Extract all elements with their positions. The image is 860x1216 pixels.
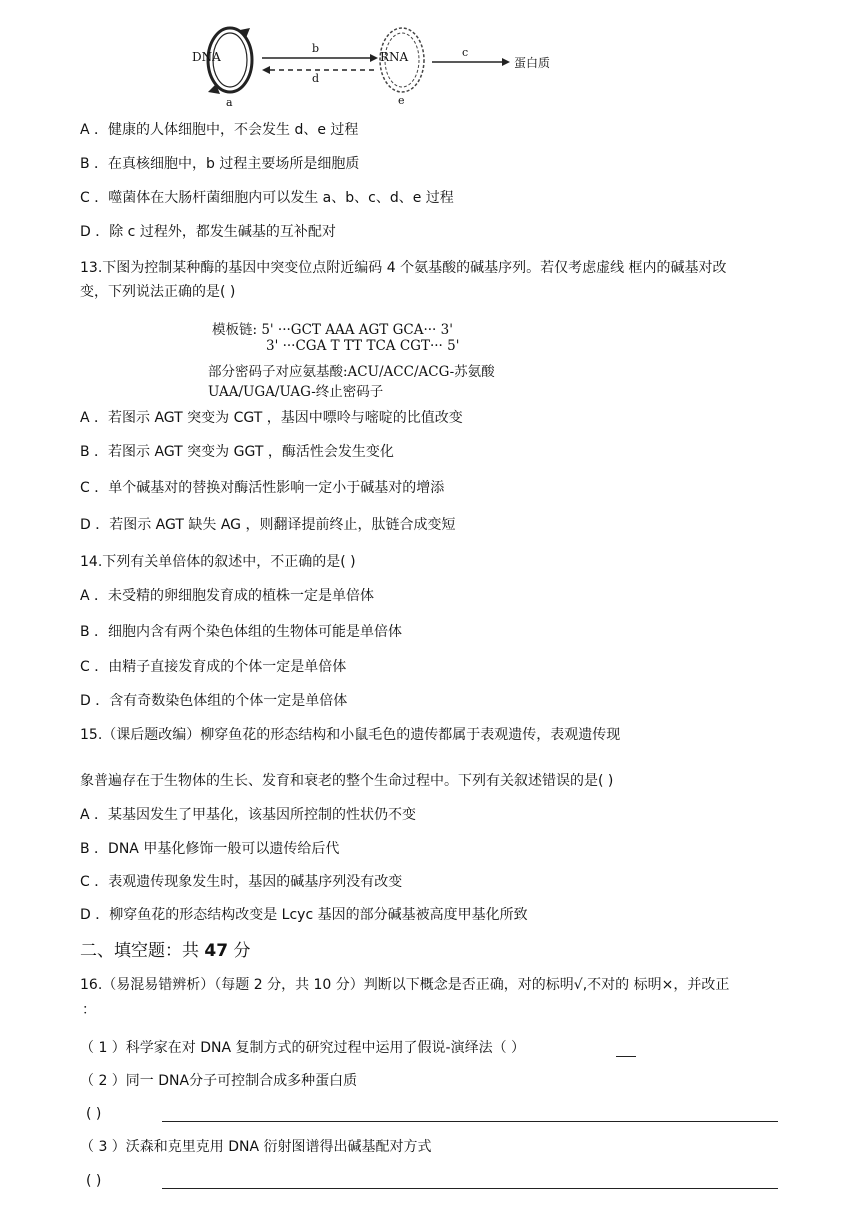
q12-option-b: B ．在真核细胞中，b 过程主要场所是细胞质: [80, 156, 360, 172]
q13-stem-line2: 变，下列说法正确的是( ): [80, 284, 236, 300]
coding-strand-row: 3' ···CGA T TT TCA CGT··· 5': [266, 338, 460, 354]
sequence-figure: [208, 316, 548, 400]
q15-stem-line2: 象普遍存在于生物体的生长、发育和衰老的整个生命过程中。下列有关叙述错误的是( ): [80, 773, 614, 789]
section-score: 47: [204, 941, 229, 961]
q16-item3-judgement-paren[interactable]: ( ): [86, 1173, 102, 1189]
q14-stem: 14.下列有关单倍体的叙述中，不正确的是( ): [80, 554, 356, 570]
q16-item2-judgement-paren[interactable]: ( ): [86, 1106, 102, 1122]
section-heading: [80, 936, 250, 961]
q13-option-d: D ．若图示 AGT 缺失 AG ，则翻译提前终止，肽链合成变短: [80, 517, 456, 533]
rna-label: RNA: [380, 50, 409, 64]
q15-option-b: B ．DNA 甲基化修饰一般可以遗传给后代: [80, 841, 340, 857]
q16-item3: （ 3 ）沃森和克里克用 DNA 衍射图谱得出碱基配对方式: [80, 1139, 432, 1155]
q15-option-d: D ．柳穿鱼花的形态结构改变是 Lcyc 基因的部分碱基被高度甲基化所致: [80, 907, 528, 923]
q14-option-d: D ．含有奇数染色体组的个体一定是单倍体: [80, 693, 348, 709]
q15-stem-line1: 15.（课后题改编）柳穿鱼花的形态结构和小鼠毛色的遗传都属于表观遗传，表观遗传现: [80, 727, 621, 743]
q15-option-c: C ．表观遗传现象发生时，基因的碱基序列没有改变: [80, 874, 403, 890]
q16-stem-line2: ：: [82, 1002, 96, 1018]
label-e: e: [398, 94, 405, 107]
q15-option-a: A ．某基因发生了甲基化，该基因所控制的性状仍不变: [80, 807, 417, 823]
dna-rna-protein-diagram: [180, 22, 600, 112]
label-b: b: [312, 42, 320, 55]
protein-label: 蛋白质: [514, 56, 551, 70]
q16-item1-answer-blank[interactable]: [616, 1056, 636, 1057]
q13-option-a: A ．若图示 AGT 突变为 CGT ，基因中嘌呤与嘧啶的比值改变: [80, 410, 463, 426]
q14-option-b: B ．细胞内含有两个染色体组的生物体可能是单倍体: [80, 624, 403, 640]
q12-option-a: A ．健康的人体细胞中，不会发生 d、e 过程: [80, 122, 359, 138]
q16-item2-correction-line[interactable]: [162, 1121, 778, 1122]
section-heading-prefix: 二、填空题：共: [80, 941, 205, 961]
label-c: c: [462, 46, 469, 59]
q13-stem-line1: 13.下图为控制某种酶的基因中突变位点附近编码 4 个氨基酸的碱基序列。若仅考虑虚线 框内的碱基对改: [80, 260, 727, 276]
section-heading-suffix: 分: [228, 941, 251, 961]
q16-item1: （ 1 ）科学家在对 DNA 复制方式的研究过程中运用了假说-演绎法（ ）: [80, 1040, 526, 1056]
label-a: a: [226, 96, 233, 109]
q16-item3-correction-line[interactable]: [162, 1188, 778, 1189]
q14-option-a: A ．未受精的卵细胞发育成的植株一定是单倍体: [80, 588, 375, 604]
q16-item2: （ 2 ）同一 DNA分子可控制合成多种蛋白质: [80, 1073, 358, 1089]
label-d: d: [312, 72, 320, 85]
template-strand-row: 模板链: 5' ···GCT AAA AGT GCA··· 3': [212, 322, 453, 338]
dna-label: DNA: [192, 50, 221, 64]
q12-option-c: C ．噬菌体在大肠杆菌细胞内可以发生 a、b、c、d、e 过程: [80, 190, 454, 206]
stop-codon-row: UAA/UGA/UAG-终止密码子: [208, 384, 384, 400]
q13-option-c: C ．单个碱基对的替换对酶活性影响一定小于碱基对的增添: [80, 480, 445, 496]
q14-option-c: C ．由精子直接发育成的个体一定是单倍体: [80, 659, 347, 675]
q12-option-d: D ．除 c 过程外，都发生碱基的互补配对: [80, 224, 336, 240]
q16-stem-line1: 16.（易混易错辨析）（每题 2 分，共 10 分）判断以下概念是否正确，对的标明√,不对的 标明×，并改正: [80, 977, 730, 993]
codon-table-row: 部分密码子对应氨基酸:ACU/ACC/ACG-苏氨酸: [208, 364, 495, 380]
q13-option-b: B ．若图示 AGT 突变为 GGT ，酶活性会发生变化: [80, 444, 394, 460]
